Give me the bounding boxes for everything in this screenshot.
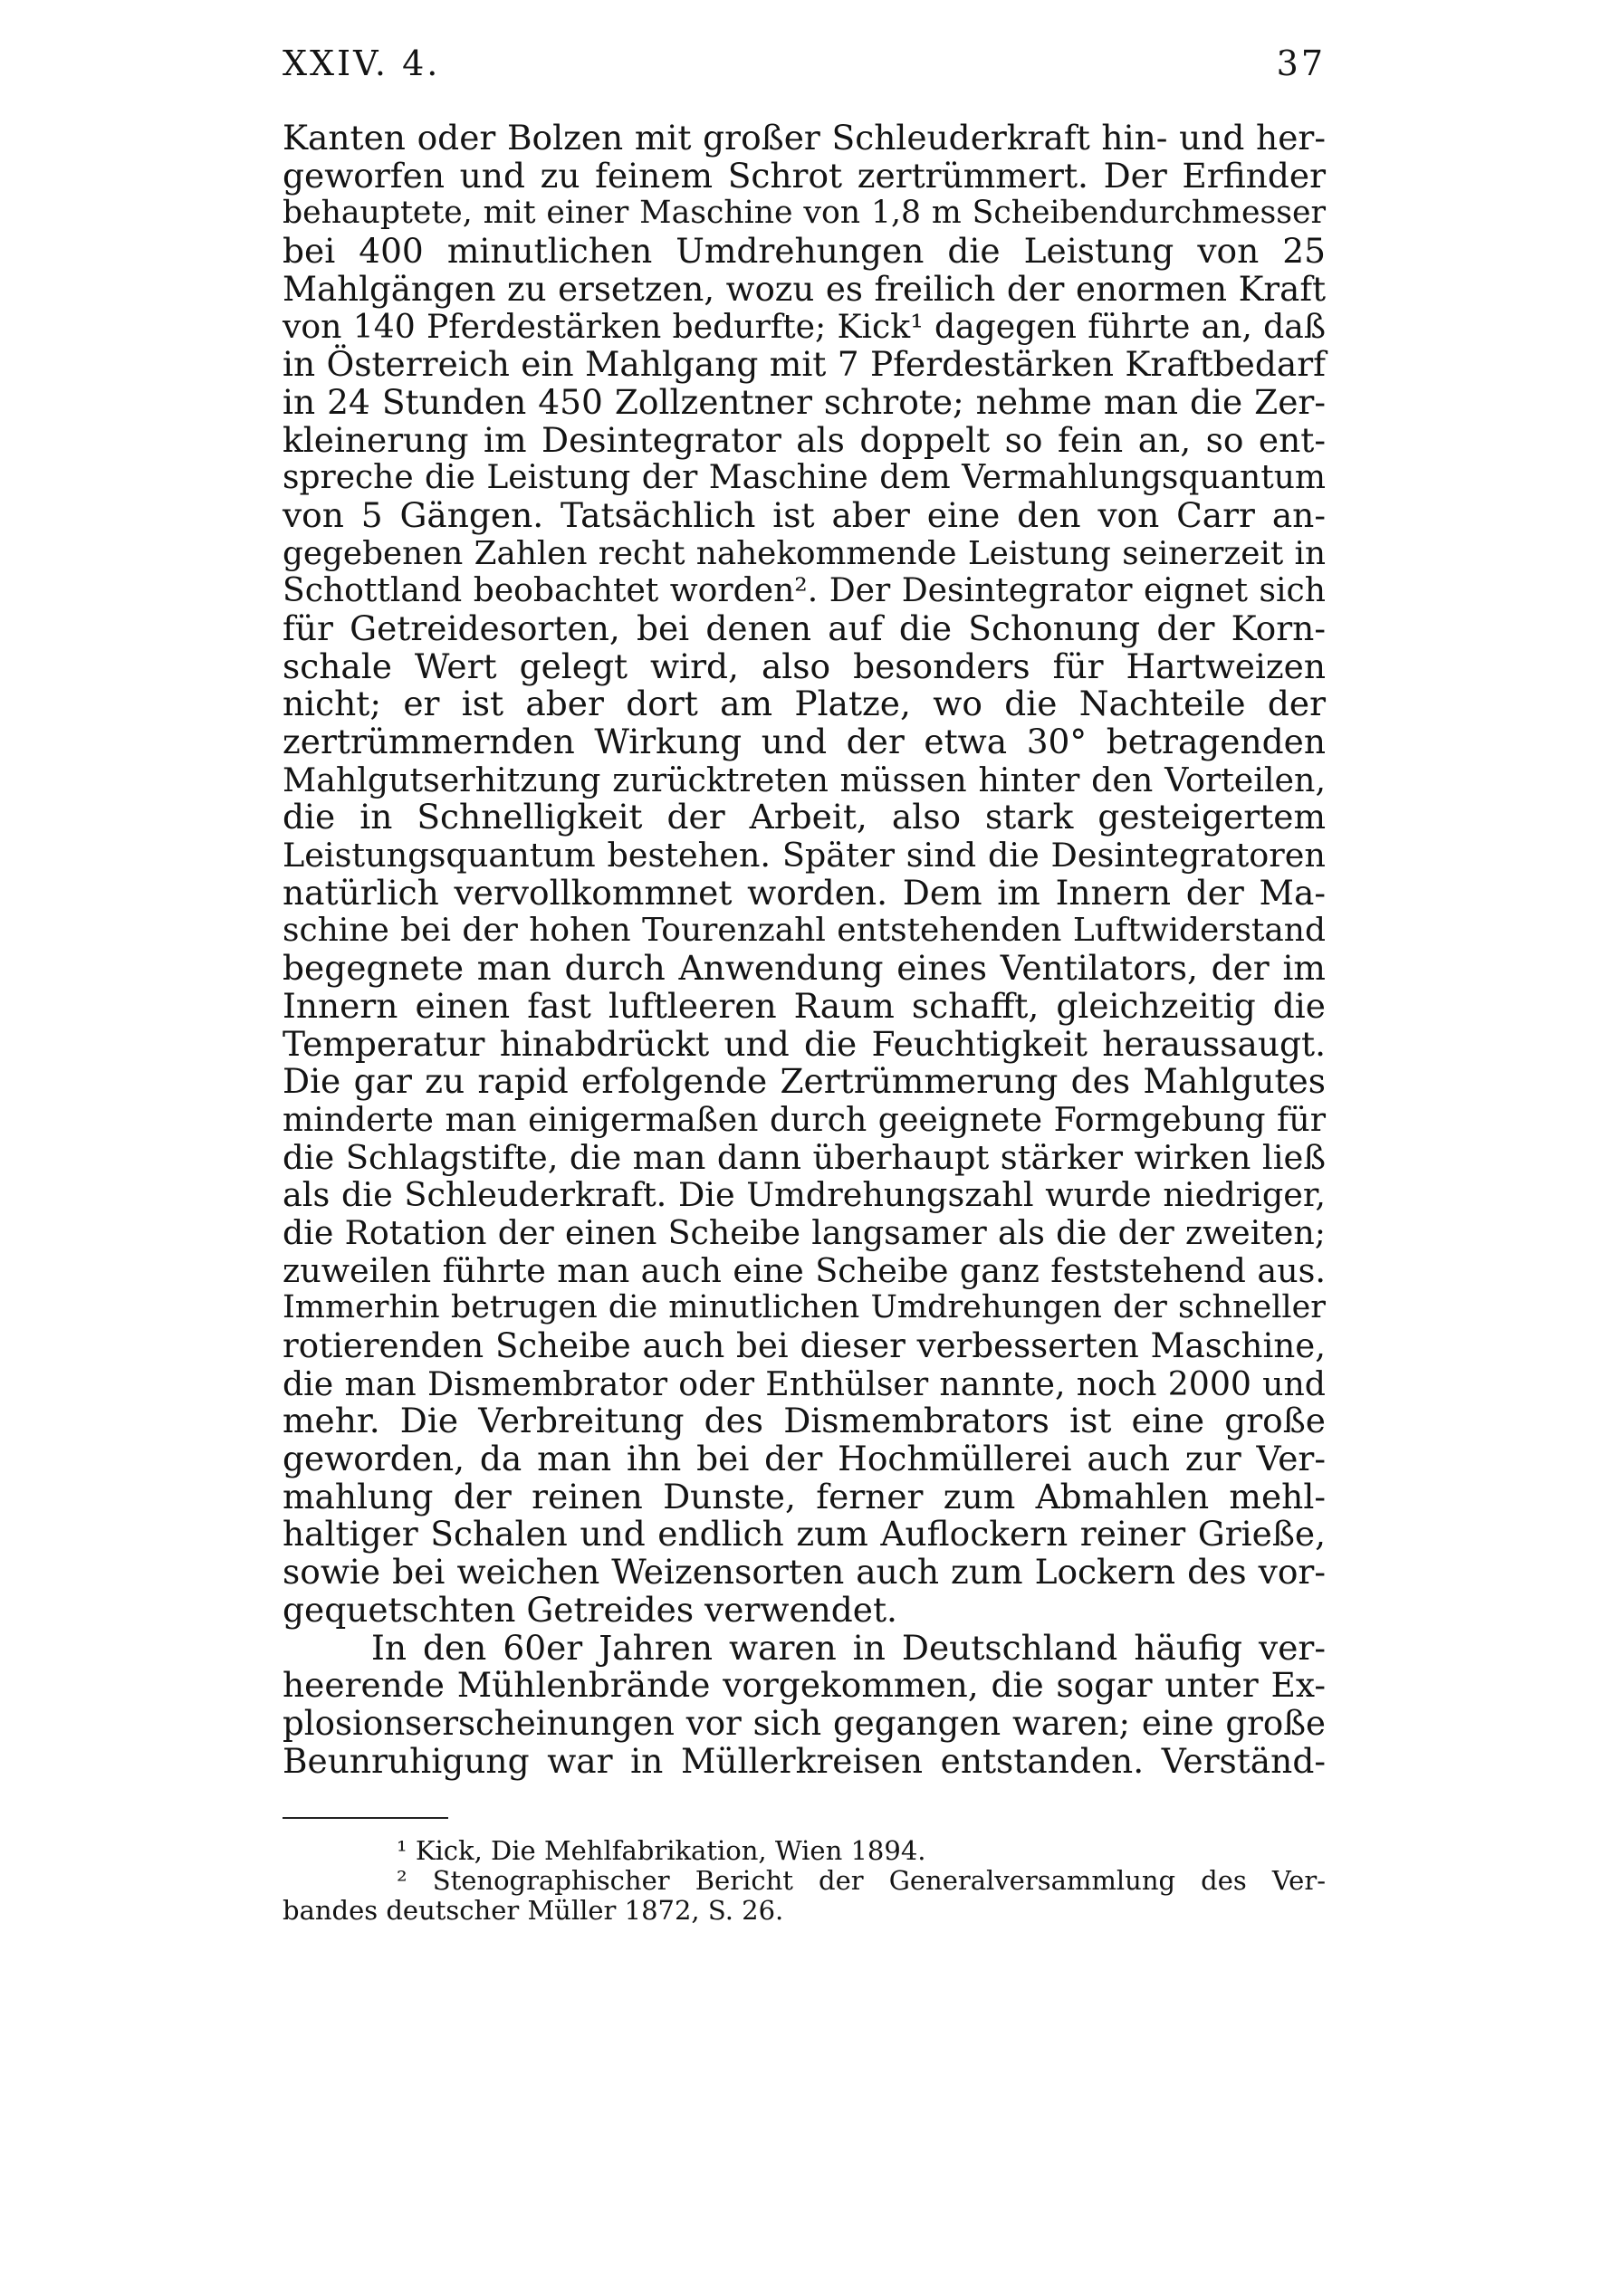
text-line: von 140 Pferdestärken bedurfte; Kick¹ dagegen führte an, daß [283,307,1326,347]
text-line: zuweilen führte man auch eine Scheibe ganz feststehend aus. [283,1250,1326,1290]
text-line: natürlich vervollkommnet worden. Dem im Innern der Ma- [283,872,1326,913]
text-line: die Schlagstifte, die man dann überhaupt stärker wirken ließ [283,1137,1326,1177]
text-line: mehr. Die Verbreitung des Dismembrators ist eine große [283,1401,1326,1441]
text-line: die Rotation der einen Scheibe langsamer als die der zweiten; [283,1212,1326,1252]
running-head [283,43,1326,89]
text-line: für Getreidesorten, bei denen auf die Schonung der Korn- [283,607,1326,648]
text-line: in Österreich ein Mahlgang mit 7 Pferdestärken Kraftbedarf [283,344,1326,385]
text-line: Immerhin betrugen die minutlichen Umdrehungen der schneller [283,1289,1326,1326]
footnote-2-continuation: bandes deutscher Müller 1872, S. 26. [283,1895,784,1926]
text-line: Die gar zu rapid erfolgende Zertrümmerung des Mahlgutes [283,1061,1326,1102]
text-line: heerende Mühlenbrände vorgekommen, die sogar unter Ex- [283,1665,1326,1706]
text-line: Beunruhigung war in Müllerkreisen entstanden. Verständ- [283,1740,1326,1781]
text-line: minderte man einigermaßen durch geeignete Formgebung für [283,1099,1326,1139]
body-text [283,120,1326,1780]
page-number: 37 [1276,43,1326,83]
text-line: Temperatur hinabdrückt und die Feuchtigkeit heraussaugt. [283,1023,1326,1064]
section-number: XXIV. 4. [283,43,441,83]
footnotes [283,1836,1326,1926]
footnote-rule [283,1817,448,1819]
text-line: plosionserscheinungen vor sich gegangen waren; eine große [283,1703,1326,1743]
text-line: nicht; er ist aber dort am Platze, wo die Nachteile der [283,684,1326,724]
text-line: als die Schleuderkraft. Die Umdrehungszahl wurde niedriger, [283,1175,1326,1215]
footnote-2: ² Stenographischer Bericht der Generalversammlung des Ver- [397,1865,1326,1896]
text-line: Innern einen fast luftleeren Raum schafft, gleichzeitig die [283,985,1326,1026]
text-line: gequetschten Getreides verwendet. [283,1589,897,1630]
text-line: bei 400 minutlichen Umdrehungen die Leistung von 25 [283,231,1326,272]
text-line: von 5 Gängen. Tatsächlich ist aber eine den von Carr an- [283,494,1326,535]
text-line: die man Dismembrator oder Enthülser nannte, noch 2000 und [283,1363,1326,1403]
text-line: Schottland beobachtet worden². Der Desintegrator eignet sich [283,571,1326,610]
text-line: schine bei der hohen Tourenzahl entstehenden Luftwiderstand [283,912,1326,950]
text-line: mahlung der reinen Dunste, ferner zum Abmahlen mehl- [283,1476,1326,1516]
text-line: behauptete, mit einer Maschine von 1,8 m Scheibendurchmesser [283,195,1326,232]
text-line: geworden, da man ihn bei der Hochmüllerei auch zur Ver- [283,1439,1326,1479]
text-line: Kanten oder Bolzen mit großer Schleuderkraft hin- und her- [283,118,1326,158]
text-line: haltiger Schalen und endlich zum Auflockern reiner Grieße, [283,1514,1326,1555]
text-line: in 24 Stunden 450 Zollzentner schrote; nehme man die Zer- [283,381,1326,422]
text-line: Leistungsquantum bestehen. Später sind die Desintegratoren [283,836,1326,875]
text-line: zertrümmernden Wirkung und der etwa 30° betragenden [283,722,1326,761]
text-line: geworfen und zu feinem Schrot zertrümmert. Der Erfinder [283,155,1326,196]
text-line: gegebenen Zahlen recht nahekommende Leistung seinerzeit in [283,534,1326,572]
text-line: In den 60er Jahren waren in Deutschland häufig ver- [371,1627,1326,1668]
text-line: begegnete man durch Anwendung eines Ventilators, der im [283,948,1326,989]
footnote-1: ¹ Kick, Die Mehlfabrikation, Wien 1894. [397,1835,926,1866]
text-line: Mahlgängen zu ersetzen, wozu es freilich der enormen Kraft [283,269,1326,309]
text-line: spreche die Leistung der Maschine dem Vermahlungsquantum [283,459,1326,497]
text-line: kleinerung im Desintegrator als doppelt so fein an, so ent- [283,419,1326,460]
text-line: die in Schnelligkeit der Arbeit, also stark gesteigertem [283,797,1326,837]
text-line: rotierenden Scheibe auch bei dieser verbesserten Maschine, [283,1326,1326,1365]
text-line: Mahlgutserhitzung zurücktreten müssen hinter den Vorteilen, [283,760,1326,799]
text-line: sowie bei weichen Weizensorten auch zum Lockern des vor- [283,1552,1326,1593]
text-line: schale Wert gelegt wird, also besonders für Hartweizen [283,646,1326,686]
